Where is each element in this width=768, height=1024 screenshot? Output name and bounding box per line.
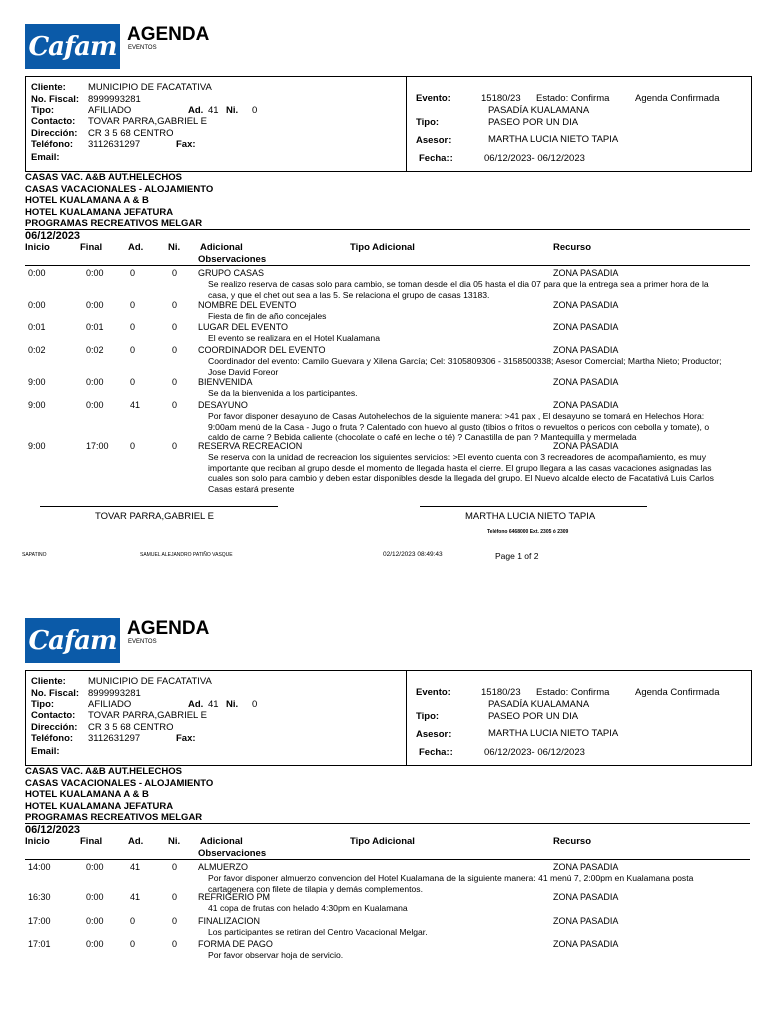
ad-value: 41 bbox=[208, 105, 219, 116]
evento-value: 15180/23 bbox=[481, 93, 521, 104]
col-adicional: Adicional bbox=[200, 836, 243, 847]
tipo-evento-value: PASEO POR UN DIA bbox=[488, 117, 579, 128]
estado-value: Agenda Confirmada bbox=[635, 93, 720, 104]
row-inicio: 16:30 bbox=[28, 892, 51, 902]
agenda-title: AGENDA bbox=[127, 24, 210, 45]
evento-nombre: PASADÍA KUALAMANA bbox=[488, 699, 590, 710]
cliente-value: MUNICIPIO DE FACATATIVA bbox=[88, 82, 212, 93]
row-recurso: ZONA PASADIA bbox=[553, 441, 619, 451]
tipo-value: AFILIADO bbox=[88, 105, 132, 116]
row-ad: 0 bbox=[130, 345, 136, 355]
category-item: CASAS VACACIONALES - ALOJAMIENTO bbox=[25, 777, 214, 789]
row-adicional: DESAYUNO bbox=[198, 400, 248, 410]
cliente-label: Cliente: bbox=[31, 82, 66, 93]
page-2 bbox=[0, 594, 768, 1024]
col-ni: Ni. bbox=[168, 836, 181, 847]
category-item: PROGRAMAS RECREATIVOS MELGAR bbox=[25, 812, 203, 823]
ni-label: Ni. bbox=[226, 699, 239, 710]
ni-value: 0 bbox=[252, 699, 258, 710]
row-final: 17:00 bbox=[86, 441, 109, 451]
tipo-evento-value: PASEO POR UN DIA bbox=[488, 711, 579, 722]
agenda-subtitle: EVENTOS bbox=[128, 639, 157, 645]
col-ad: Ad. bbox=[128, 836, 144, 847]
tipo-label: Tipo: bbox=[31, 699, 55, 710]
fax-label: Fax: bbox=[176, 139, 196, 150]
row-final: 0:00 bbox=[86, 300, 104, 310]
fecha-value: 06/12/2023- 06/12/2023 bbox=[484, 747, 585, 758]
row-observation: El evento se realizara en el Hotel Kualamana bbox=[208, 333, 380, 343]
agenda-title: AGENDA bbox=[127, 618, 210, 639]
contacto-label: Contacto: bbox=[31, 710, 76, 721]
ni-label: Ni. bbox=[226, 105, 239, 116]
row-recurso: ZONA PASADIA bbox=[553, 939, 619, 949]
row-inicio: 0:00 bbox=[28, 268, 46, 278]
row-adicional: RESERVA RECREACION bbox=[198, 441, 303, 451]
direccion-value: CR 3 5 68 CENTRO bbox=[88, 722, 174, 733]
row-adicional: ALMUERZO bbox=[198, 862, 249, 872]
cafam-logo: Cafam bbox=[25, 24, 120, 69]
asesor-value: MARTHA LUCIA NIETO TAPIA bbox=[488, 728, 619, 739]
direccion-label: Dirección: bbox=[31, 722, 78, 733]
row-inicio: 0:02 bbox=[28, 345, 46, 355]
evento-label: Evento: bbox=[416, 93, 451, 104]
signature-advisor: MARTHA LUCIA NIETO TAPIA bbox=[465, 511, 596, 522]
schedule-date: 06/12/2023 bbox=[25, 230, 81, 242]
ad-value: 41 bbox=[208, 699, 219, 710]
contacto-value: TOVAR PARRA,GABRIEL E bbox=[88, 116, 207, 127]
col-ad: Ad. bbox=[128, 242, 144, 253]
row-inicio: 17:01 bbox=[28, 939, 51, 949]
row-ad: 41 bbox=[130, 892, 141, 902]
evento-nombre: PASADÍA KUALAMANA bbox=[488, 105, 590, 116]
fiscal-value: 8999993281 bbox=[88, 688, 141, 699]
row-final: 0:00 bbox=[86, 862, 104, 872]
row-inicio: 17:00 bbox=[28, 916, 51, 926]
cafam-logo: Cafam bbox=[25, 618, 120, 663]
row-inicio: 14:00 bbox=[28, 862, 51, 872]
col-final: Final bbox=[80, 242, 103, 253]
cliente-label: Cliente: bbox=[31, 676, 66, 687]
contacto-value: TOVAR PARRA,GABRIEL E bbox=[88, 710, 207, 721]
row-adicional: FINALIZACION bbox=[198, 916, 261, 926]
row-recurso: ZONA PASADIA bbox=[553, 916, 619, 926]
asesor-label: Asesor: bbox=[416, 729, 452, 740]
fiscal-label: No. Fiscal: bbox=[31, 688, 80, 699]
row-ni: 0 bbox=[172, 441, 178, 451]
row-inicio: 9:00 bbox=[28, 377, 46, 387]
row-observation: Por favor disponer desayuno de Casas Autohelechos de la siguiente manera: >41 pax , El desayuno se tomará en Helechos Hora: 9:00am menú de la Casa - Jugo o fruta ? Calentado con huevo al gusto (tibios o fritos o revueltos o pericos con cebolla y tomate), o caldo de carne ? Bebida caliente (chocolate o café en leche o té) ? Canastilla de pan ? Mantequilla y mermelada bbox=[208, 411, 710, 443]
row-observation: Se realizo reserva de casas solo para cambio, se toman desde el dia 05 hasta el dia 07 para que la entrega sea a primer hora de la casa, y que el chet out sea a las 5. Se relaciona el grupo de casas 13183. bbox=[208, 279, 709, 300]
row-ad: 0 bbox=[130, 916, 136, 926]
row-ad: 0 bbox=[130, 300, 136, 310]
fecha-label: Fecha:: bbox=[419, 747, 453, 758]
category-item: CASAS VACACIONALES - ALOJAMIENTO bbox=[25, 183, 214, 195]
row-adicional: COORDINADOR DEL EVENTO bbox=[198, 345, 326, 355]
tipo-evento-label: Tipo: bbox=[416, 117, 440, 128]
col-inicio: Inicio bbox=[25, 836, 50, 847]
row-ad: 0 bbox=[130, 441, 136, 451]
footer-user-name: SAMUEL ALEJANDRO PATIÑO VASQUE bbox=[140, 552, 233, 558]
evento-value: 15180/23 bbox=[481, 687, 521, 698]
tipo-value: AFILIADO bbox=[88, 699, 132, 710]
fiscal-label: No. Fiscal: bbox=[31, 94, 80, 105]
asesor-label: Asesor: bbox=[416, 135, 452, 146]
row-observation: Se da la bienvenida a los participantes. bbox=[208, 388, 358, 398]
ad-label: Ad. bbox=[188, 105, 204, 116]
estado-label: Estado: Confirma bbox=[536, 687, 610, 698]
telefono-value: 3112631297 bbox=[88, 733, 141, 744]
row-final: 0:02 bbox=[86, 345, 104, 355]
email-label: Email: bbox=[31, 152, 60, 163]
row-inicio: 9:00 bbox=[28, 441, 46, 451]
tipo-label: Tipo: bbox=[31, 105, 55, 116]
row-ad: 0 bbox=[130, 322, 136, 332]
client-info-box bbox=[25, 670, 752, 766]
row-ni: 0 bbox=[172, 377, 178, 387]
row-observation: Los participantes se retiran del Centro Vacacional Melgar. bbox=[208, 927, 428, 937]
col-final: Final bbox=[80, 836, 103, 847]
fecha-value: 06/12/2023- 06/12/2023 bbox=[484, 153, 585, 164]
row-adicional: NOMBRE DEL EVENTO bbox=[198, 300, 297, 310]
category-item: HOTEL KUALAMANA A & B bbox=[25, 789, 149, 800]
row-ni: 0 bbox=[172, 345, 178, 355]
signature-client: TOVAR PARRA,GABRIEL E bbox=[95, 511, 214, 522]
row-ni: 0 bbox=[172, 892, 178, 902]
email-label: Email: bbox=[31, 746, 60, 757]
row-observation: Por favor disponer almuerzo convencion del Hotel Kualamana de la siguiente manera: 41 menú 7, 2:00pm en Kualamana posta cartagenera con filete de tilapia y demás complementos. bbox=[208, 873, 694, 894]
cliente-value: MUNICIPIO DE FACATATIVA bbox=[88, 676, 212, 687]
agenda-subtitle: EVENTOS bbox=[128, 45, 157, 51]
row-adicional: FORMA DE PAGO bbox=[198, 939, 273, 949]
col-ni: Ni. bbox=[168, 242, 181, 253]
row-ad: 0 bbox=[130, 268, 136, 278]
row-ni: 0 bbox=[172, 400, 178, 410]
row-ad: 41 bbox=[130, 400, 141, 410]
ni-value: 0 bbox=[252, 105, 258, 116]
row-ad: 0 bbox=[130, 939, 136, 949]
col-recurso: Recurso bbox=[553, 836, 592, 847]
row-final: 0:00 bbox=[86, 268, 104, 278]
row-recurso: ZONA PASADIA bbox=[553, 400, 619, 410]
row-observation: Fiesta de fin de año concejales bbox=[208, 311, 327, 321]
contacto-label: Contacto: bbox=[31, 116, 76, 127]
row-ad: 0 bbox=[130, 377, 136, 387]
footer-printed: 02/12/2023 08:49:43 bbox=[383, 551, 443, 558]
category-item: PROGRAMAS RECREATIVOS MELGAR bbox=[25, 218, 203, 229]
col-recurso: Recurso bbox=[553, 242, 592, 253]
row-adicional: BIENVENIDA bbox=[198, 377, 253, 387]
tipo-evento-label: Tipo: bbox=[416, 711, 440, 722]
col-tipo-adicional: Tipo Adicional bbox=[350, 242, 415, 253]
row-inicio: 0:00 bbox=[28, 300, 46, 310]
row-recurso: ZONA PASADIA bbox=[553, 345, 619, 355]
row-final: 0:00 bbox=[86, 400, 104, 410]
col-observaciones: Observaciones bbox=[198, 848, 267, 859]
row-observation: 41 copa de frutas con helado 4:30pm en Kualamana bbox=[208, 903, 408, 913]
category-item: HOTEL KUALAMANA JEFATURA bbox=[25, 800, 174, 812]
row-recurso: ZONA PASADIA bbox=[553, 862, 619, 872]
row-recurso: ZONA PASADIA bbox=[553, 300, 619, 310]
direccion-value: CR 3 5 68 CENTRO bbox=[88, 128, 174, 139]
fecha-label: Fecha:: bbox=[419, 153, 453, 164]
evento-label: Evento: bbox=[416, 687, 451, 698]
row-observation: Coordinador del evento: Camilo Guevara y Xilena García; Cel: 3105809306 - 3158500338; Asesor Comercial; Martha Nieto; Productor; Jose David Foreor bbox=[208, 356, 722, 377]
row-adicional: GRUPO CASAS bbox=[198, 268, 265, 278]
row-recurso: ZONA PASADIA bbox=[553, 322, 619, 332]
row-adicional: REFRIGERIO PM bbox=[198, 892, 271, 902]
row-ni: 0 bbox=[172, 300, 178, 310]
row-ni: 0 bbox=[172, 322, 178, 332]
footer-user-code: SAPATINO bbox=[22, 552, 47, 558]
row-final: 0:00 bbox=[86, 377, 104, 387]
asesor-value: MARTHA LUCIA NIETO TAPIA bbox=[488, 134, 619, 145]
telefono-label: Teléfono: bbox=[31, 733, 74, 744]
row-final: 0:00 bbox=[86, 916, 104, 926]
col-observaciones: Observaciones bbox=[198, 254, 267, 265]
category-list bbox=[25, 172, 213, 230]
row-ni: 0 bbox=[172, 862, 178, 872]
category-item: CASAS VAC. A&B AUT.HELECHOS bbox=[25, 172, 182, 183]
col-inicio: Inicio bbox=[25, 242, 50, 253]
category-list bbox=[25, 766, 213, 824]
row-recurso: ZONA PASADIA bbox=[553, 268, 619, 278]
row-final: 0:00 bbox=[86, 939, 104, 949]
client-info-box bbox=[25, 76, 752, 172]
fiscal-value: 8999993281 bbox=[88, 94, 141, 105]
schedule-date: 06/12/2023 bbox=[25, 824, 81, 836]
row-ad: 41 bbox=[130, 862, 141, 872]
telefono-label: Teléfono: bbox=[31, 139, 74, 150]
category-item: HOTEL KUALAMANA JEFATURA bbox=[25, 206, 174, 218]
category-item: CASAS VAC. A&B AUT.HELECHOS bbox=[25, 766, 182, 777]
footer-page: Page 1 of 2 bbox=[495, 551, 539, 561]
row-observation: Se reserva con la unidad de recreacion los siguientes servicios: >El evento cuenta con 3 recreadores de acompañamiento, es muy importante que reciban al grupo desde el momento de llegada hasta el cierre. El grupo llegara a las casas vacaciones asignadas las cuales son solo para cambio y deben estar disponibles desde la llegada del grupo. El Nuevo alcalde electo de Facatativá Luis Carlos Casas estará presente bbox=[208, 452, 714, 494]
row-final: 0:00 bbox=[86, 892, 104, 902]
row-recurso: ZONA PASADIA bbox=[553, 377, 619, 387]
row-inicio: 9:00 bbox=[28, 400, 46, 410]
row-adicional: LUGAR DEL EVENTO bbox=[198, 322, 289, 332]
category-item: HOTEL KUALAMANA A & B bbox=[25, 195, 149, 206]
footer-phone: Teléfono 6468000 Ext. 2305 ó 2309 bbox=[487, 529, 569, 535]
row-ni: 0 bbox=[172, 939, 178, 949]
estado-value: Agenda Confirmada bbox=[635, 687, 720, 698]
row-recurso: ZONA PASADIA bbox=[553, 892, 619, 902]
row-final: 0:01 bbox=[86, 322, 104, 332]
row-observation: Por favor observar hoja de servicio. bbox=[208, 950, 344, 960]
row-ni: 0 bbox=[172, 268, 178, 278]
col-adicional: Adicional bbox=[200, 242, 243, 253]
fax-label: Fax: bbox=[176, 733, 196, 744]
col-tipo-adicional: Tipo Adicional bbox=[350, 836, 415, 847]
row-ni: 0 bbox=[172, 916, 178, 926]
direccion-label: Dirección: bbox=[31, 128, 78, 139]
row-inicio: 0:01 bbox=[28, 322, 46, 332]
telefono-value: 3112631297 bbox=[88, 139, 141, 150]
ad-label: Ad. bbox=[188, 699, 204, 710]
estado-label: Estado: Confirma bbox=[536, 93, 610, 104]
